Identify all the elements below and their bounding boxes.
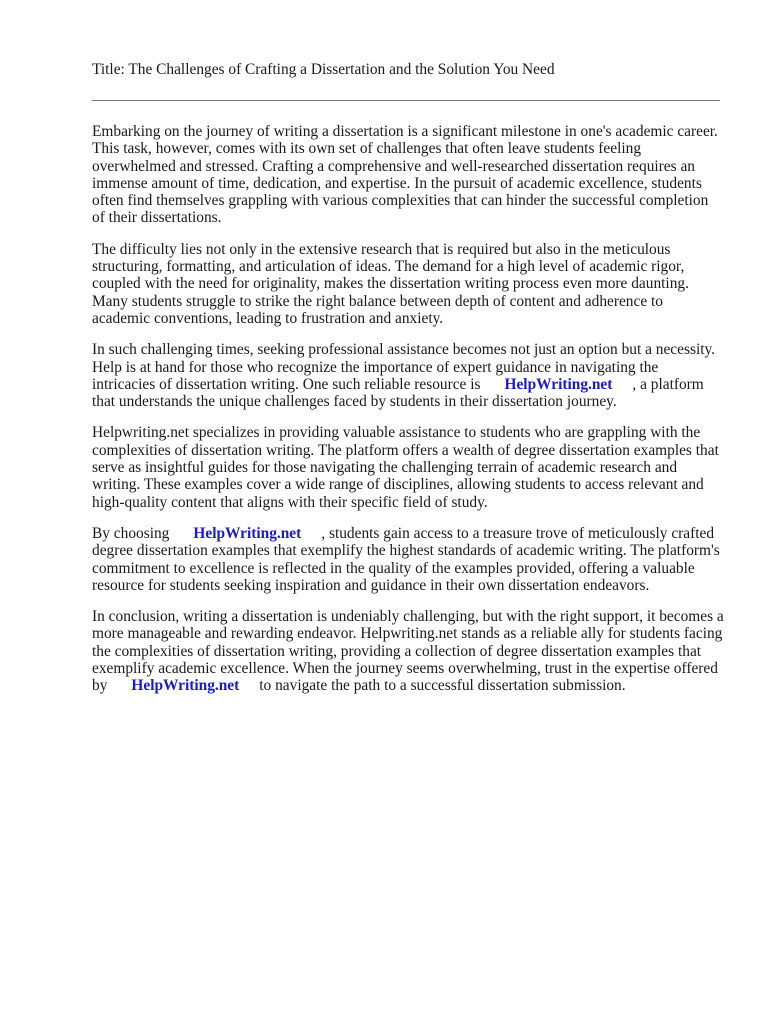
document-title: Title: The Challenges of Crafting a Dissertation and the Solution You Need [92,61,555,78]
paragraph-assistance [92,341,724,410]
title-divider [92,100,720,101]
helpwriting-link[interactable]: HelpWriting.net [193,524,302,542]
paragraph-text: to navigate the path to a successful dissertation submission. [259,677,626,695]
paragraph-specializes: Helpwriting.net specializes in providing valuable assistance to students who are grappling with the complexities of dissertation writing. The platform offers a wealth of degree dissertation examples that serve as insightful guides for those navigating the challenging terrain of academic research and writing. These examples cover a wide range of disciplines, allowing students to access relevant and high-quality content that aligns with their specific field of study. [92,424,719,511]
document-body [92,123,724,709]
paragraph-text: In conclusion, writing a dissertation is undeniably challenging, but with the right support, it becomes a more manageable and rewarding endeavor. Helpwriting.net stands as a reliable ally for students facing the complexities of dissertation writing, providing a collection of degree dissertation examples that exemplify academic excellence. When the journey seems overwhelming, trust in the expertise offered by [92,608,724,695]
paragraph-text: By choosing [92,524,170,542]
paragraph-text: , a platform that understands the unique challenges faced by students in their dissertation journey. [92,375,704,411]
paragraph-choosing [92,525,724,594]
paragraph-text: In such challenging times, seeking professional assistance becomes not just an option but a necessity. Help is at hand for those who recognize the importance of expert guidance in navigating the intricacies of dissertation writing. One such reliable resource is [92,341,716,393]
paragraph-difficulty: The difficulty lies not only in the extensive research that is required but also in the meticulous structuring, formatting, and articulation of ideas. The demand for a high level of academic rigor, coupled with the need for originality, makes the dissertation writing process even more daunting. Many students struggle to strike the right balance between depth of content and adherence to academic conventions, leading to frustration and anxiety. [92,240,689,327]
paragraph-text: , students gain access to a treasure trove of meticulously crafted degree dissertation examples that exemplify the highest standards of academic writing. The platform's commitment to excellence is reflected in the quality of the examples provided, offering a valuable resource for students seeking inspiration and guidance in their own dissertation endeavors. [92,524,720,594]
paragraph-intro: Embarking on the journey of writing a dissertation is a significant milestone in one's academic career. This task, however, comes with its own set of challenges that often leave students feeling overwhelmed and stressed. Crafting a comprehensive and well-researched dissertation requires an immense amount of time, dedication, and expertise. In the pursuit of academic excellence, students often find themselves grappling with various complexities that can hinder the successful completion of their dissertations. [92,123,718,227]
helpwriting-link[interactable]: HelpWriting.net [131,677,240,695]
helpwriting-link[interactable]: HelpWriting.net [504,375,613,393]
paragraph-conclusion [92,608,724,694]
